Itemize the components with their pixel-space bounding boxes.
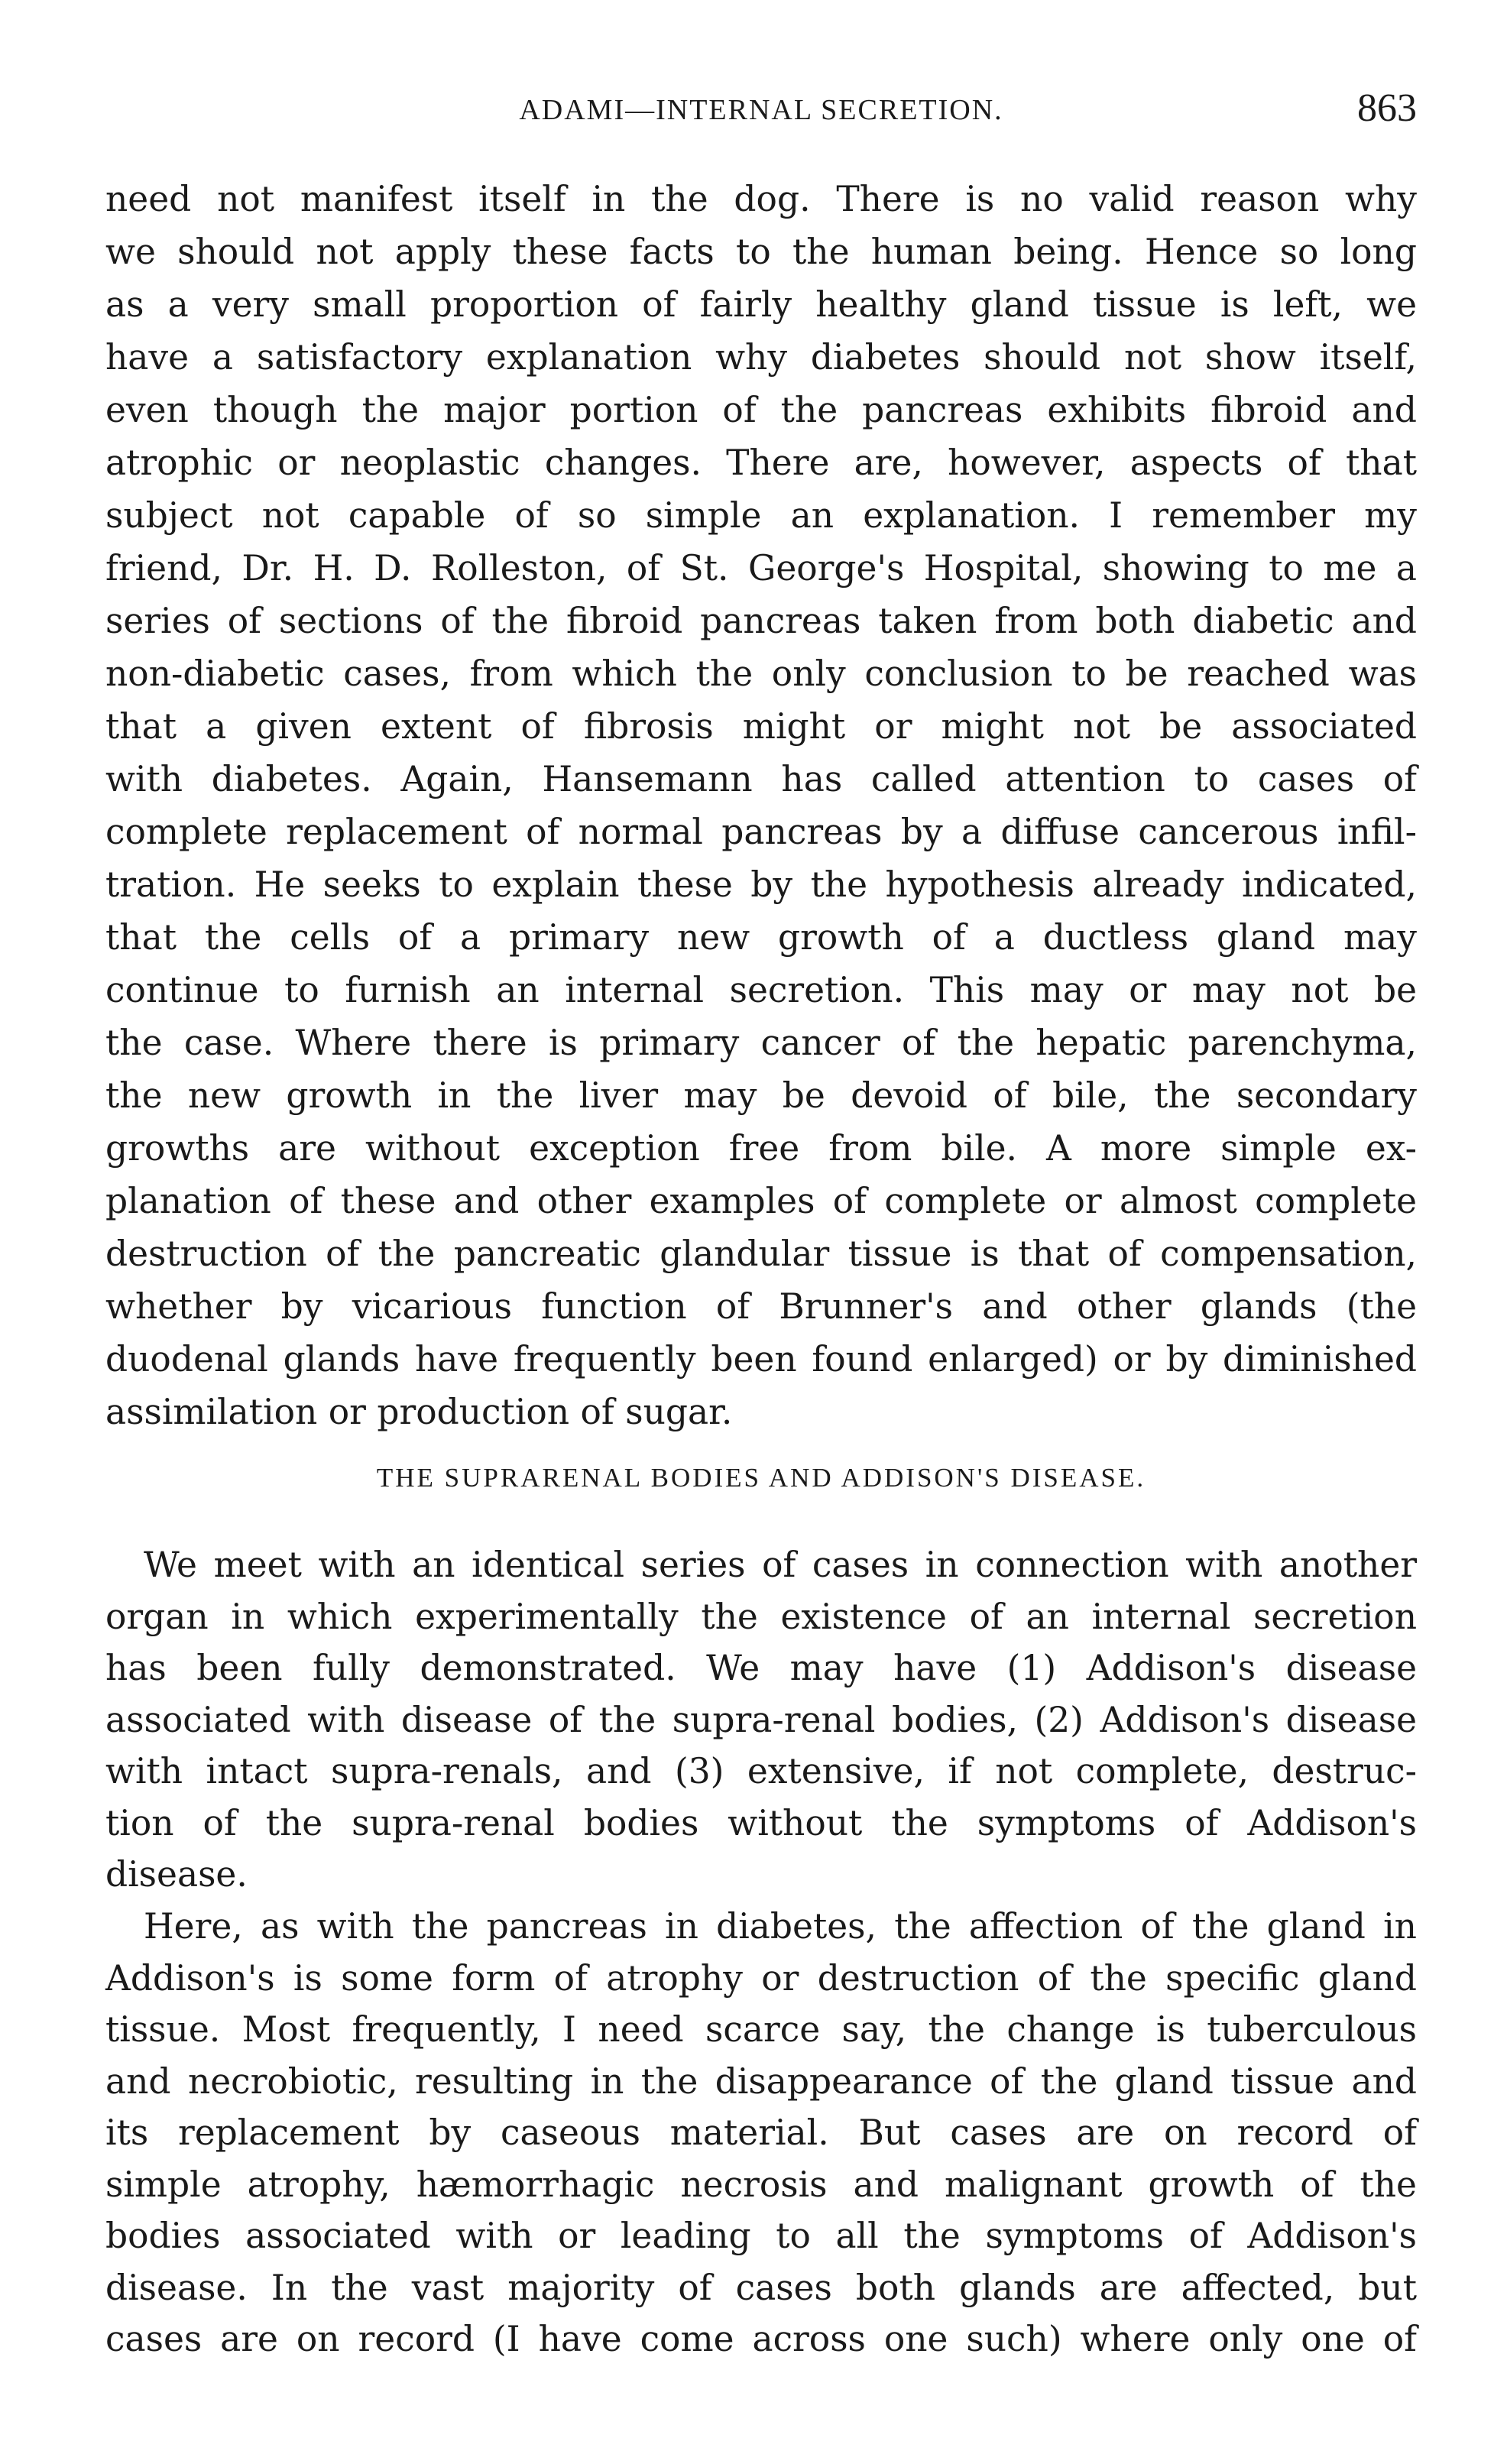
- text-line: organ in which experimentally the existence of an internal secretion: [105, 1596, 1417, 1637]
- text-line: even though the major portion of the pancreas exhibits fibroid and: [105, 390, 1417, 430]
- text-line: need not manifest itself in the dog. There is no valid reason why: [105, 179, 1417, 219]
- text-line: simple atrophy, hæmorrhagic necrosis and malignant growth of the: [105, 2164, 1417, 2205]
- text-line: and necrobiotic, resulting in the disappearance of the gland tissue and: [105, 2060, 1417, 2102]
- text-line: Here, as with the pancreas in diabetes, the affection of the gland in: [144, 1906, 1417, 1947]
- text-line: the case. Where there is primary cancer of the hepatic parenchyma,: [105, 1023, 1417, 1063]
- running-head: [105, 86, 1417, 139]
- text-line: as a very small proportion of fairly healthy gland tissue is left, we: [105, 284, 1417, 325]
- text-line: Addison's is some form of atrophy or destruction of the specific gland: [105, 1957, 1417, 1999]
- text-line: have a satisfactory explanation why diabetes should not show itself,: [105, 337, 1417, 378]
- text-line: that the cells of a primary new growth of a ductless gland may: [105, 917, 1417, 958]
- text-line: associated with disease of the supra-renal bodies, (2) Addison's disease: [105, 1699, 1417, 1740]
- text-line: its replacement by caseous material. But cases are on record of: [105, 2112, 1417, 2153]
- text-line: has been fully demonstrated. We may have (1) Addison's disease: [105, 1648, 1417, 1688]
- text-line: bodies associated with or leading to all the symptoms of Addison's: [105, 2216, 1417, 2256]
- text-line: that a given extent of fibrosis might or might not be associated: [105, 706, 1417, 747]
- text-line: We meet with an identical series of cases in connection with another: [144, 1545, 1417, 1585]
- text-line: planation of these and other examples of complete or almost complete: [105, 1181, 1417, 1221]
- text-line: destruction of the pancreatic glandular tissue is that of compensation,: [105, 1234, 1417, 1274]
- text-line: with intact supra-renals, and (3) extensive, if not complete, destruc-: [105, 1751, 1417, 1791]
- text-line: disease. In the vast majority of cases both glands are affected, but: [105, 2267, 1417, 2308]
- paragraph-addison-pathology: [105, 1901, 1417, 2365]
- text-line: series of sections of the fibroid pancreas taken from both diabetic and: [105, 601, 1417, 641]
- text-line: tion of the supra-renal bodies without the symptoms of Addison's: [105, 1802, 1417, 1843]
- page-number: 863: [1357, 86, 1417, 130]
- text-line: growths are without exception free from bile. A more simple ex-: [105, 1128, 1417, 1169]
- paragraph-pancreas: [105, 173, 1417, 1438]
- text-line: cases are on record (I have come across one such) where only one of: [105, 2319, 1417, 2359]
- running-title: ADAMI—INTERNAL SECRETION.: [519, 94, 1003, 126]
- text-line: disease.: [105, 1854, 248, 1895]
- paragraph-addison-intro: [105, 1539, 1417, 1901]
- section-heading: THE SUPRARENAL BODIES AND ADDISON'S DISEASE.: [376, 1463, 1146, 1493]
- text-line: tration. He seeks to explain these by the hypothesis already indicated,: [105, 864, 1417, 905]
- text-line: we should not apply these facts to the human being. Hence so long: [105, 232, 1417, 272]
- text-line: whether by vicarious function of Brunner's and other glands (the: [105, 1286, 1417, 1327]
- text-line: duodenal glands have frequently been found enlarged) or by diminished: [105, 1339, 1417, 1380]
- text-line: with diabetes. Again, Hansemann has called attention to cases of: [105, 759, 1417, 799]
- text-line: atrophic or neoplastic changes. There are, however, aspects of that: [105, 443, 1417, 483]
- text-line: subject not capable of so simple an explanation. I remember my: [105, 495, 1417, 536]
- text-line: continue to furnish an internal secretion. This may or may not be: [105, 970, 1417, 1010]
- text-line: complete replacement of normal pancreas by a diffuse cancerous infil-: [105, 812, 1417, 852]
- text-line: the new growth in the liver may be devoid of bile, the secondary: [105, 1075, 1417, 1116]
- text-line: tissue. Most frequently, I need scarce say, the change is tuberculous: [105, 2009, 1417, 2050]
- text-line: friend, Dr. H. D. Rolleston, of St. George's Hospital, showing to me a: [105, 548, 1417, 588]
- text-line: assimilation or production of sugar.: [105, 1392, 733, 1432]
- text-line: non-diabetic cases, from which the only conclusion to be reached was: [105, 653, 1417, 694]
